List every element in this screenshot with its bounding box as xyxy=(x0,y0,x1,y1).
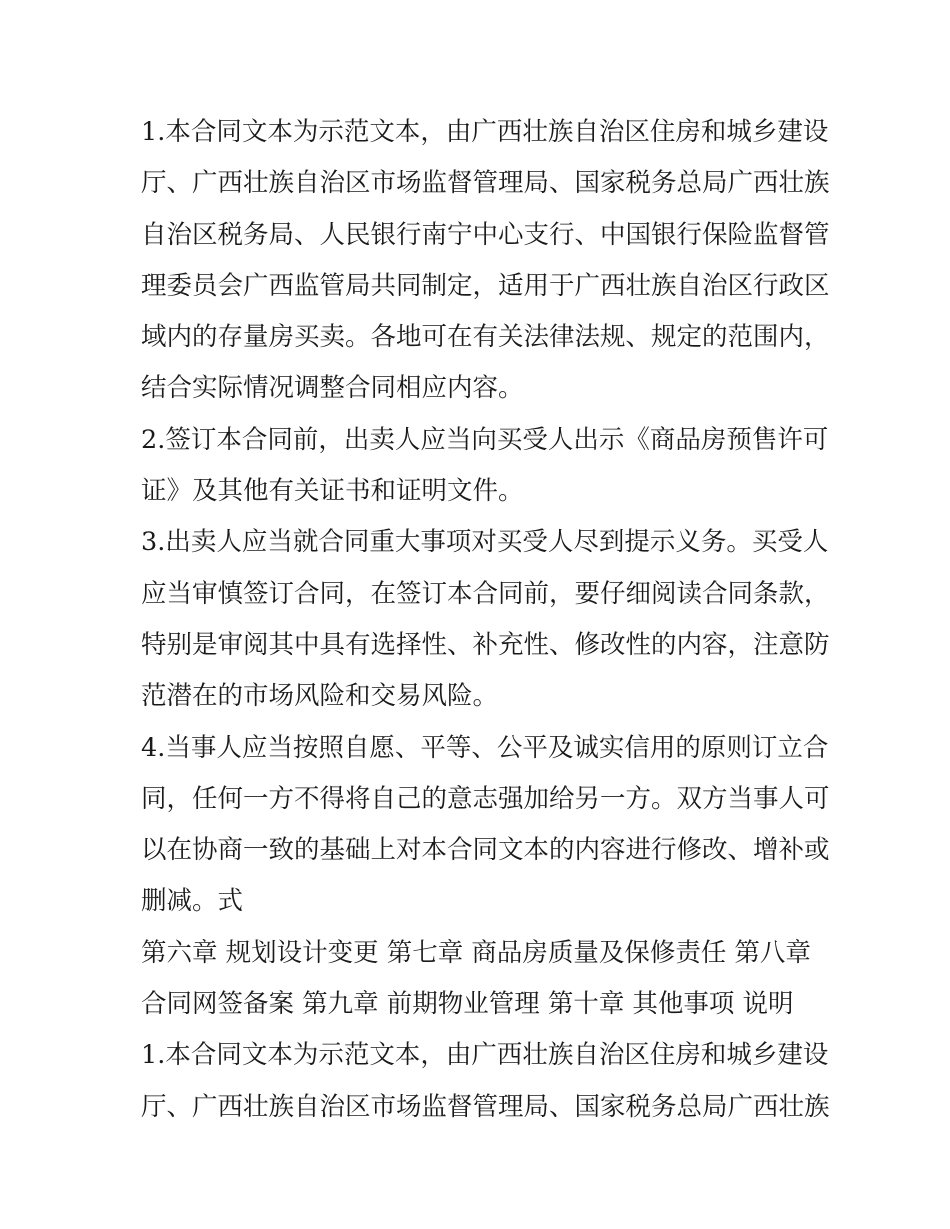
text-line: 合同网签备案 第九章 前期物业管理 第十章 其他事项 说明 xyxy=(141,989,794,1020)
text-line: 结合实际情况调整合同相应内容。 xyxy=(141,373,524,404)
text-line: 自治区税务局、人民银行南宁中心支行、中国银行保险监督管 xyxy=(141,219,830,250)
text-line: 第六章 规划设计变更 第七章 商品房质量及保修责任 第八章 xyxy=(141,937,811,968)
text-line: 1.本合同文本为示范文本，由广西壮族自治区住房和城乡建设 xyxy=(141,117,829,147)
text-line: 删减。式 xyxy=(141,886,244,917)
text-line: 证》及其他有关证书和证明文件。 xyxy=(141,476,524,507)
text-line: 同，任何一方不得将自己的意志强加给另一方。双方当事人可 xyxy=(141,783,830,814)
text-line: 特别是审阅其中具有选择性、补充性、修改性的内容，注意防 xyxy=(141,629,830,660)
text-line: 厅、广西壮族自治区市场监督管理局、国家税务总局广西壮族 xyxy=(141,168,830,199)
document-page xyxy=(141,107,830,1133)
text-line: 1.本合同文本为示范文本，由广西壮族自治区住房和城乡建设 xyxy=(141,1040,829,1071)
text-line: 应当审慎签订合同，在签订本合同前，要仔细阅读合同条款， xyxy=(141,578,830,609)
text-line: 以在协商一致的基础上对本合同文本的内容进行修改、增补或 xyxy=(141,835,830,866)
text-line: 3.出卖人应当就合同重大事项对买受人尽到提示义务。买受人 xyxy=(141,527,829,558)
text-line: 范潜在的市场风险和交易风险。 xyxy=(141,681,499,712)
text-line: 理委员会广西监管局共同制定，适用于广西壮族自治区行政区 xyxy=(141,270,830,301)
text-line: 2.签订本合同前，出卖人应当向买受人出示《商品房预售许可 xyxy=(141,424,829,455)
text-line: 4.当事人应当按照自愿、平等、公平及诚实信用的原则订立合 xyxy=(141,732,829,763)
text-line: 域内的存量房买卖。各地可在有关法律法规、规定的范围内， xyxy=(141,322,830,353)
text-line: 厅、广西壮族自治区市场监督管理局、国家税务总局广西壮族 xyxy=(141,1091,830,1122)
